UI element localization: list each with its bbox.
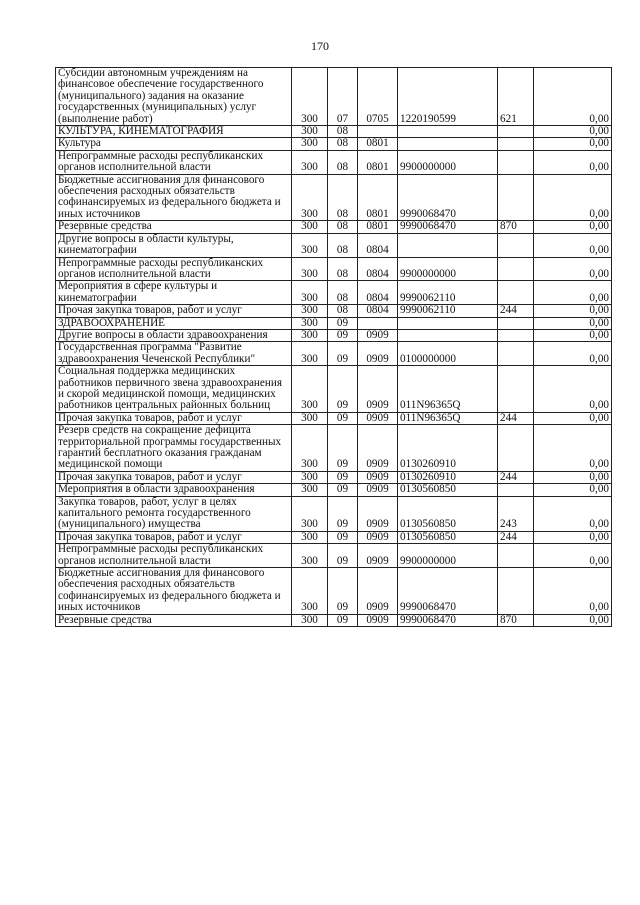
expense-name-cell: Мероприятия в сфере культуры и кинематографии bbox=[56, 281, 292, 305]
subsection-code-cell: 0909 bbox=[358, 329, 398, 341]
table-row bbox=[56, 544, 612, 568]
section-code-cell: 09 bbox=[328, 471, 358, 483]
target-article-cell: 1220190599 bbox=[398, 68, 498, 126]
administrator-code-cell: 300 bbox=[292, 568, 328, 615]
administrator-code-cell: 300 bbox=[292, 544, 328, 568]
subsection-code-cell: 0801 bbox=[358, 150, 398, 174]
expense-name-cell: Резервные средства bbox=[56, 221, 292, 233]
administrator-code-cell: 300 bbox=[292, 329, 328, 341]
administrator-code-cell: 300 bbox=[292, 317, 328, 329]
expense-name-cell: Бюджетные ассигнования для финансового обеспечения расходных обязательств софинансируемых из федерального бюджета и иных источников bbox=[56, 174, 292, 221]
amount-cell: 0,00 bbox=[534, 531, 612, 543]
subsection-code-cell: 0804 bbox=[358, 281, 398, 305]
amount-cell: 0,00 bbox=[534, 614, 612, 626]
section-code-cell: 08 bbox=[328, 126, 358, 138]
amount-cell: 0,00 bbox=[534, 342, 612, 366]
section-code-cell: 08 bbox=[328, 233, 358, 257]
amount-cell: 0,00 bbox=[534, 471, 612, 483]
table-row bbox=[56, 568, 612, 615]
administrator-code-cell: 300 bbox=[292, 614, 328, 626]
expense-name-cell: Прочая закупка товаров, работ и услуг bbox=[56, 412, 292, 424]
administrator-code-cell: 300 bbox=[292, 412, 328, 424]
section-code-cell: 09 bbox=[328, 496, 358, 531]
expense-name-cell: Государственная программа "Развитие здравоохранения Чеченской Республики" bbox=[56, 342, 292, 366]
section-code-cell: 08 bbox=[328, 305, 358, 317]
subsection-code-cell: 0909 bbox=[358, 531, 398, 543]
section-code-cell: 08 bbox=[328, 281, 358, 305]
expense-type-cell bbox=[498, 281, 534, 305]
amount-cell: 0,00 bbox=[534, 126, 612, 138]
administrator-code-cell: 300 bbox=[292, 221, 328, 233]
section-code-cell: 09 bbox=[328, 317, 358, 329]
administrator-code-cell: 300 bbox=[292, 281, 328, 305]
administrator-code-cell: 300 bbox=[292, 366, 328, 413]
administrator-code-cell: 300 bbox=[292, 138, 328, 150]
section-code-cell: 09 bbox=[328, 614, 358, 626]
target-article-cell: 011N96365Q bbox=[398, 412, 498, 424]
subsection-code-cell: 0804 bbox=[358, 305, 398, 317]
expense-name-cell: Мероприятия в области здравоохранения bbox=[56, 484, 292, 496]
table-row bbox=[56, 484, 612, 496]
amount-cell: 0,00 bbox=[534, 425, 612, 472]
administrator-code-cell: 300 bbox=[292, 68, 328, 126]
section-code-cell: 09 bbox=[328, 544, 358, 568]
table-row bbox=[56, 366, 612, 413]
subsection-code-cell bbox=[358, 126, 398, 138]
subsection-code-cell: 0909 bbox=[358, 544, 398, 568]
target-article-cell: 9990068470 bbox=[398, 614, 498, 626]
amount-cell: 0,00 bbox=[534, 496, 612, 531]
expense-type-cell: 243 bbox=[498, 496, 534, 531]
target-article-cell: 0130560850 bbox=[398, 484, 498, 496]
subsection-code-cell: 0909 bbox=[358, 425, 398, 472]
expense-name-cell: Другие вопросы в области здравоохранения bbox=[56, 329, 292, 341]
section-code-cell: 09 bbox=[328, 366, 358, 413]
expense-type-cell bbox=[498, 329, 534, 341]
section-code-cell: 08 bbox=[328, 257, 358, 281]
subsection-code-cell: 0801 bbox=[358, 221, 398, 233]
subsection-code-cell: 0804 bbox=[358, 233, 398, 257]
expense-type-cell: 244 bbox=[498, 531, 534, 543]
administrator-code-cell: 300 bbox=[292, 471, 328, 483]
target-article-cell: 9990068470 bbox=[398, 568, 498, 615]
budget-table bbox=[55, 67, 612, 627]
amount-cell: 0,00 bbox=[534, 257, 612, 281]
table-row bbox=[56, 233, 612, 257]
expense-type-cell: 870 bbox=[498, 221, 534, 233]
expense-type-cell bbox=[498, 126, 534, 138]
target-article-cell: 0130560850 bbox=[398, 531, 498, 543]
amount-cell: 0,00 bbox=[534, 329, 612, 341]
subsection-code-cell: 0909 bbox=[358, 614, 398, 626]
target-article-cell: 9990068470 bbox=[398, 174, 498, 221]
table-row bbox=[56, 257, 612, 281]
target-article-cell: 9990062110 bbox=[398, 305, 498, 317]
expense-name-cell: Социальная поддержка медицинских работников первичного звена здравоохранения и скорой медицинской помощи, медицинских работников центральных районных больниц bbox=[56, 366, 292, 413]
expense-name-cell: Непрограммные расходы республиканских органов исполнительной власти bbox=[56, 544, 292, 568]
section-code-cell: 09 bbox=[328, 568, 358, 615]
amount-cell: 0,00 bbox=[534, 221, 612, 233]
subsection-code-cell: 0801 bbox=[358, 138, 398, 150]
section-code-cell: 08 bbox=[328, 174, 358, 221]
target-article-cell: 9900000000 bbox=[398, 544, 498, 568]
section-code-cell: 09 bbox=[328, 329, 358, 341]
expense-type-cell bbox=[498, 233, 534, 257]
expense-type-cell: 621 bbox=[498, 68, 534, 126]
subsection-code-cell bbox=[358, 317, 398, 329]
section-code-cell: 09 bbox=[328, 484, 358, 496]
target-article-cell: 0130260910 bbox=[398, 471, 498, 483]
target-article-cell: 0130260910 bbox=[398, 425, 498, 472]
table-row bbox=[56, 531, 612, 543]
expense-name-cell: Культура bbox=[56, 138, 292, 150]
table-row bbox=[56, 614, 612, 626]
subsection-code-cell: 0909 bbox=[358, 342, 398, 366]
expense-type-cell: 870 bbox=[498, 614, 534, 626]
expense-type-cell bbox=[498, 138, 534, 150]
table-row bbox=[56, 496, 612, 531]
section-code-cell: 09 bbox=[328, 412, 358, 424]
amount-cell: 0,00 bbox=[534, 150, 612, 174]
table-row bbox=[56, 471, 612, 483]
budget-table-body bbox=[56, 68, 612, 627]
amount-cell: 0,00 bbox=[534, 281, 612, 305]
expense-name-cell: Субсидии автономным учреждениям на финансовое обеспечение государственного (муниципального) задания на оказание государственных (муниципальных) услуг (выполнение работ) bbox=[56, 68, 292, 126]
table-row bbox=[56, 412, 612, 424]
table-row bbox=[56, 329, 612, 341]
administrator-code-cell: 300 bbox=[292, 233, 328, 257]
expense-type-cell: 244 bbox=[498, 471, 534, 483]
expense-name-cell: Резервные средства bbox=[56, 614, 292, 626]
table-row bbox=[56, 317, 612, 329]
section-code-cell: 07 bbox=[328, 68, 358, 126]
table-row bbox=[56, 305, 612, 317]
target-article-cell bbox=[398, 329, 498, 341]
target-article-cell: 9900000000 bbox=[398, 257, 498, 281]
administrator-code-cell: 300 bbox=[292, 496, 328, 531]
expense-type-cell: 244 bbox=[498, 305, 534, 317]
amount-cell: 0,00 bbox=[534, 174, 612, 221]
administrator-code-cell: 300 bbox=[292, 126, 328, 138]
amount-cell: 0,00 bbox=[534, 305, 612, 317]
subsection-code-cell: 0909 bbox=[358, 471, 398, 483]
expense-name-cell: Другие вопросы в области культуры, кинематографии bbox=[56, 233, 292, 257]
subsection-code-cell: 0909 bbox=[358, 484, 398, 496]
subsection-code-cell: 0909 bbox=[358, 366, 398, 413]
subsection-code-cell: 0705 bbox=[358, 68, 398, 126]
subsection-code-cell: 0804 bbox=[358, 257, 398, 281]
amount-cell: 0,00 bbox=[534, 233, 612, 257]
subsection-code-cell: 0909 bbox=[358, 496, 398, 531]
expense-type-cell bbox=[498, 174, 534, 221]
amount-cell: 0,00 bbox=[534, 568, 612, 615]
amount-cell: 0,00 bbox=[534, 366, 612, 413]
table-row bbox=[56, 68, 612, 126]
expense-name-cell: Непрограммные расходы республиканских органов исполнительной власти bbox=[56, 150, 292, 174]
expense-name-cell: Непрограммные расходы республиканских органов исполнительной власти bbox=[56, 257, 292, 281]
administrator-code-cell: 300 bbox=[292, 484, 328, 496]
expense-type-cell bbox=[498, 425, 534, 472]
administrator-code-cell: 300 bbox=[292, 531, 328, 543]
expense-type-cell bbox=[498, 568, 534, 615]
target-article-cell bbox=[398, 138, 498, 150]
administrator-code-cell: 300 bbox=[292, 150, 328, 174]
expense-name-cell: Прочая закупка товаров, работ и услуг bbox=[56, 471, 292, 483]
section-code-cell: 08 bbox=[328, 138, 358, 150]
expense-name-cell: Закупка товаров, работ, услуг в целях капитального ремонта государственного (муниципального) имущества bbox=[56, 496, 292, 531]
table-row bbox=[56, 342, 612, 366]
expense-type-cell bbox=[498, 484, 534, 496]
amount-cell: 0,00 bbox=[534, 412, 612, 424]
administrator-code-cell: 300 bbox=[292, 257, 328, 281]
target-article-cell bbox=[398, 317, 498, 329]
expense-type-cell bbox=[498, 317, 534, 329]
expense-name-cell: КУЛЬТУРА, КИНЕМАТОГРАФИЯ bbox=[56, 126, 292, 138]
table-row bbox=[56, 126, 612, 138]
amount-cell: 0,00 bbox=[534, 68, 612, 126]
target-article-cell: 0130560850 bbox=[398, 496, 498, 531]
expense-type-cell bbox=[498, 257, 534, 281]
expense-name-cell: ЗДРАВООХРАНЕНИЕ bbox=[56, 317, 292, 329]
expense-name-cell: Прочая закупка товаров, работ и услуг bbox=[56, 305, 292, 317]
administrator-code-cell: 300 bbox=[292, 425, 328, 472]
page-number: 170 bbox=[311, 39, 329, 53]
table-row bbox=[56, 138, 612, 150]
section-code-cell: 08 bbox=[328, 221, 358, 233]
administrator-code-cell: 300 bbox=[292, 174, 328, 221]
subsection-code-cell: 0801 bbox=[358, 174, 398, 221]
expense-name-cell: Бюджетные ассигнования для финансового обеспечения расходных обязательств софинансируемых из федерального бюджета и иных источников bbox=[56, 568, 292, 615]
target-article-cell: 9900000000 bbox=[398, 150, 498, 174]
target-article-cell: 0100000000 bbox=[398, 342, 498, 366]
subsection-code-cell: 0909 bbox=[358, 568, 398, 615]
target-article-cell: 9990062110 bbox=[398, 281, 498, 305]
subsection-code-cell: 0909 bbox=[358, 412, 398, 424]
administrator-code-cell: 300 bbox=[292, 342, 328, 366]
expense-type-cell: 244 bbox=[498, 412, 534, 424]
expense-type-cell bbox=[498, 366, 534, 413]
target-article-cell: 9990068470 bbox=[398, 221, 498, 233]
expense-name-cell: Прочая закупка товаров, работ и услуг bbox=[56, 531, 292, 543]
expense-name-cell: Резерв средств на сокращение дефицита территориальной программы государственных гарантий бесплатного оказания гражданам медицинской помощи bbox=[56, 425, 292, 472]
table-row bbox=[56, 150, 612, 174]
table-row bbox=[56, 221, 612, 233]
amount-cell: 0,00 bbox=[534, 138, 612, 150]
expense-type-cell bbox=[498, 544, 534, 568]
section-code-cell: 08 bbox=[328, 150, 358, 174]
amount-cell: 0,00 bbox=[534, 544, 612, 568]
amount-cell: 0,00 bbox=[534, 317, 612, 329]
expense-type-cell bbox=[498, 150, 534, 174]
target-article-cell bbox=[398, 126, 498, 138]
target-article-cell: 011N96365Q bbox=[398, 366, 498, 413]
table-row bbox=[56, 425, 612, 472]
section-code-cell: 09 bbox=[328, 425, 358, 472]
amount-cell: 0,00 bbox=[534, 484, 612, 496]
section-code-cell: 09 bbox=[328, 342, 358, 366]
section-code-cell: 09 bbox=[328, 531, 358, 543]
administrator-code-cell: 300 bbox=[292, 305, 328, 317]
table-row bbox=[56, 281, 612, 305]
table-row bbox=[56, 174, 612, 221]
target-article-cell bbox=[398, 233, 498, 257]
expense-type-cell bbox=[498, 342, 534, 366]
